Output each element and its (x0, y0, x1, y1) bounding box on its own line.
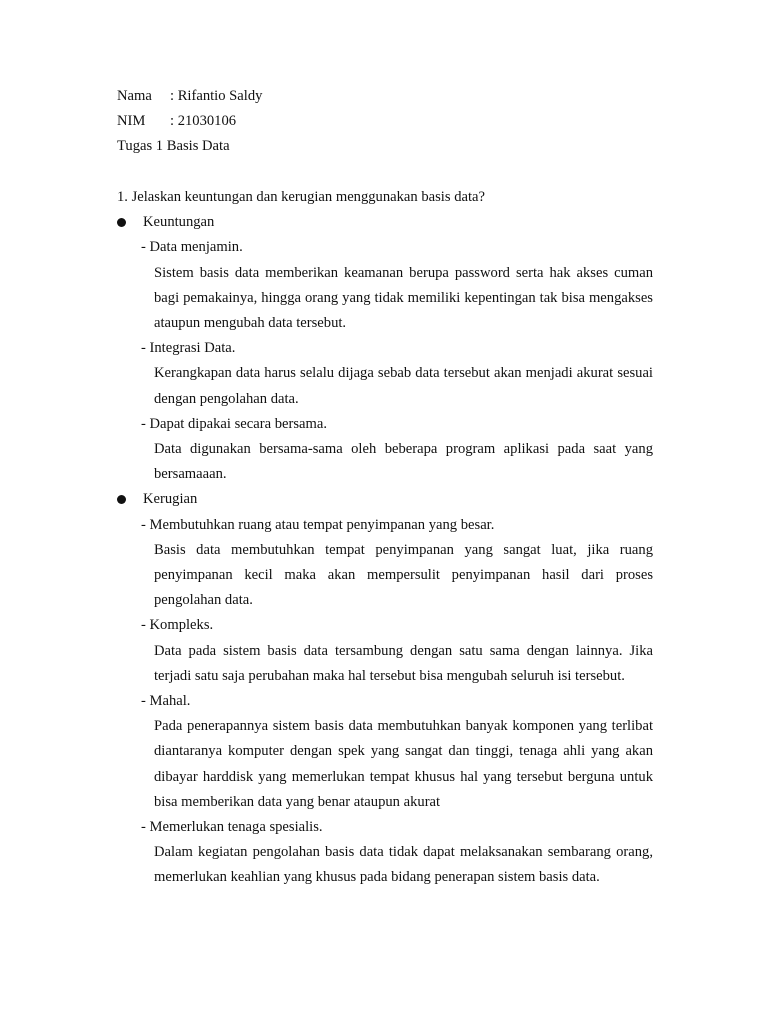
list-item (117, 336, 653, 412)
nim-row (117, 109, 657, 134)
list-item (117, 513, 653, 614)
item-body: Basis data membutuhkan tempat penyimpanan yang sangat luat, jika ruang penyimpanan kecil maka akan mempersulit penyimpanan hasil dari proses pengolahan data. (154, 541, 653, 609)
item-body: Pada penerapannya sistem basis data membutuhkan banyak komponen yang terlibat diantaranya komputer dengan spek yang sangat dan tinggi, tenaga ahli yang akan dibayar harddisk yang memerlukan tempat khusus hal yang tersebut berguna untuk bisa memberikan data yang benar ataupun akurat (154, 718, 653, 810)
item-title: - Memerlukan tenaga spesialis. (141, 818, 323, 835)
item-title: - Data menjamin. (141, 239, 243, 256)
item-body: Data digunakan bersama-sama oleh beberapa program aplikasi pada saat yang bersamaaan. (154, 440, 653, 483)
item-title: - Dapat dipakai secara bersama. (141, 415, 327, 432)
item-title: - Integrasi Data. (141, 340, 236, 357)
list-item (117, 412, 653, 488)
item-body: Data pada sistem basis data tersambung dengan satu sama dengan lainnya. Jika terjadi satu saja perubahan maka hal tersebut bisa mengubah seluruh isi tersebut. (154, 642, 653, 684)
section-keuntungan (117, 210, 653, 235)
document-body (117, 185, 653, 891)
bullet-dot-icon (117, 218, 126, 227)
student-header (117, 84, 657, 160)
list-item (117, 235, 653, 336)
section-kerugian (117, 487, 653, 512)
item-body: Dalam kegiatan pengolahan basis data tidak dapat melaksanakan sembarang orang, memerlukan keahlian yang khusus pada bidang penerapan sistem basis data. (154, 844, 653, 886)
nama-label: Nama (117, 88, 152, 104)
nama-value: : Rifantio Saldy (170, 88, 263, 104)
nim-value: : 21030106 (170, 113, 237, 130)
section-label: Kerugian (143, 491, 198, 508)
list-item (117, 689, 653, 815)
section-label: Keuntungan (143, 214, 215, 231)
item-title: - Membutuhkan ruang atau tempat penyimpanan yang besar. (141, 516, 495, 533)
nim-label: NIM (117, 113, 146, 130)
assignment-title (117, 134, 657, 159)
item-body: Kerangkapan data harus selalu dijaga sebab data tersebut akan menjadi akurat sesuai dengan pengolahan data. (154, 365, 653, 407)
list-item (117, 815, 653, 891)
item-title: - Mahal. (141, 692, 191, 709)
question-text: 1. Jelaskan keuntungan dan kerugian menggunakan basis data? (117, 189, 485, 205)
bullet-dot-icon (117, 495, 126, 504)
nama-row (117, 84, 657, 109)
list-item (117, 613, 653, 689)
item-title: - Kompleks. (141, 617, 214, 634)
item-body: Sistem basis data memberikan keamanan berupa password serta hak akses cuman bagi pemakainya, hingga orang yang tidak memiliki kepentingan tak bisa mengakses ataupun mengubah data tersebut. (154, 264, 653, 331)
assignment-title-text: Tugas 1 Basis Data (117, 138, 230, 155)
